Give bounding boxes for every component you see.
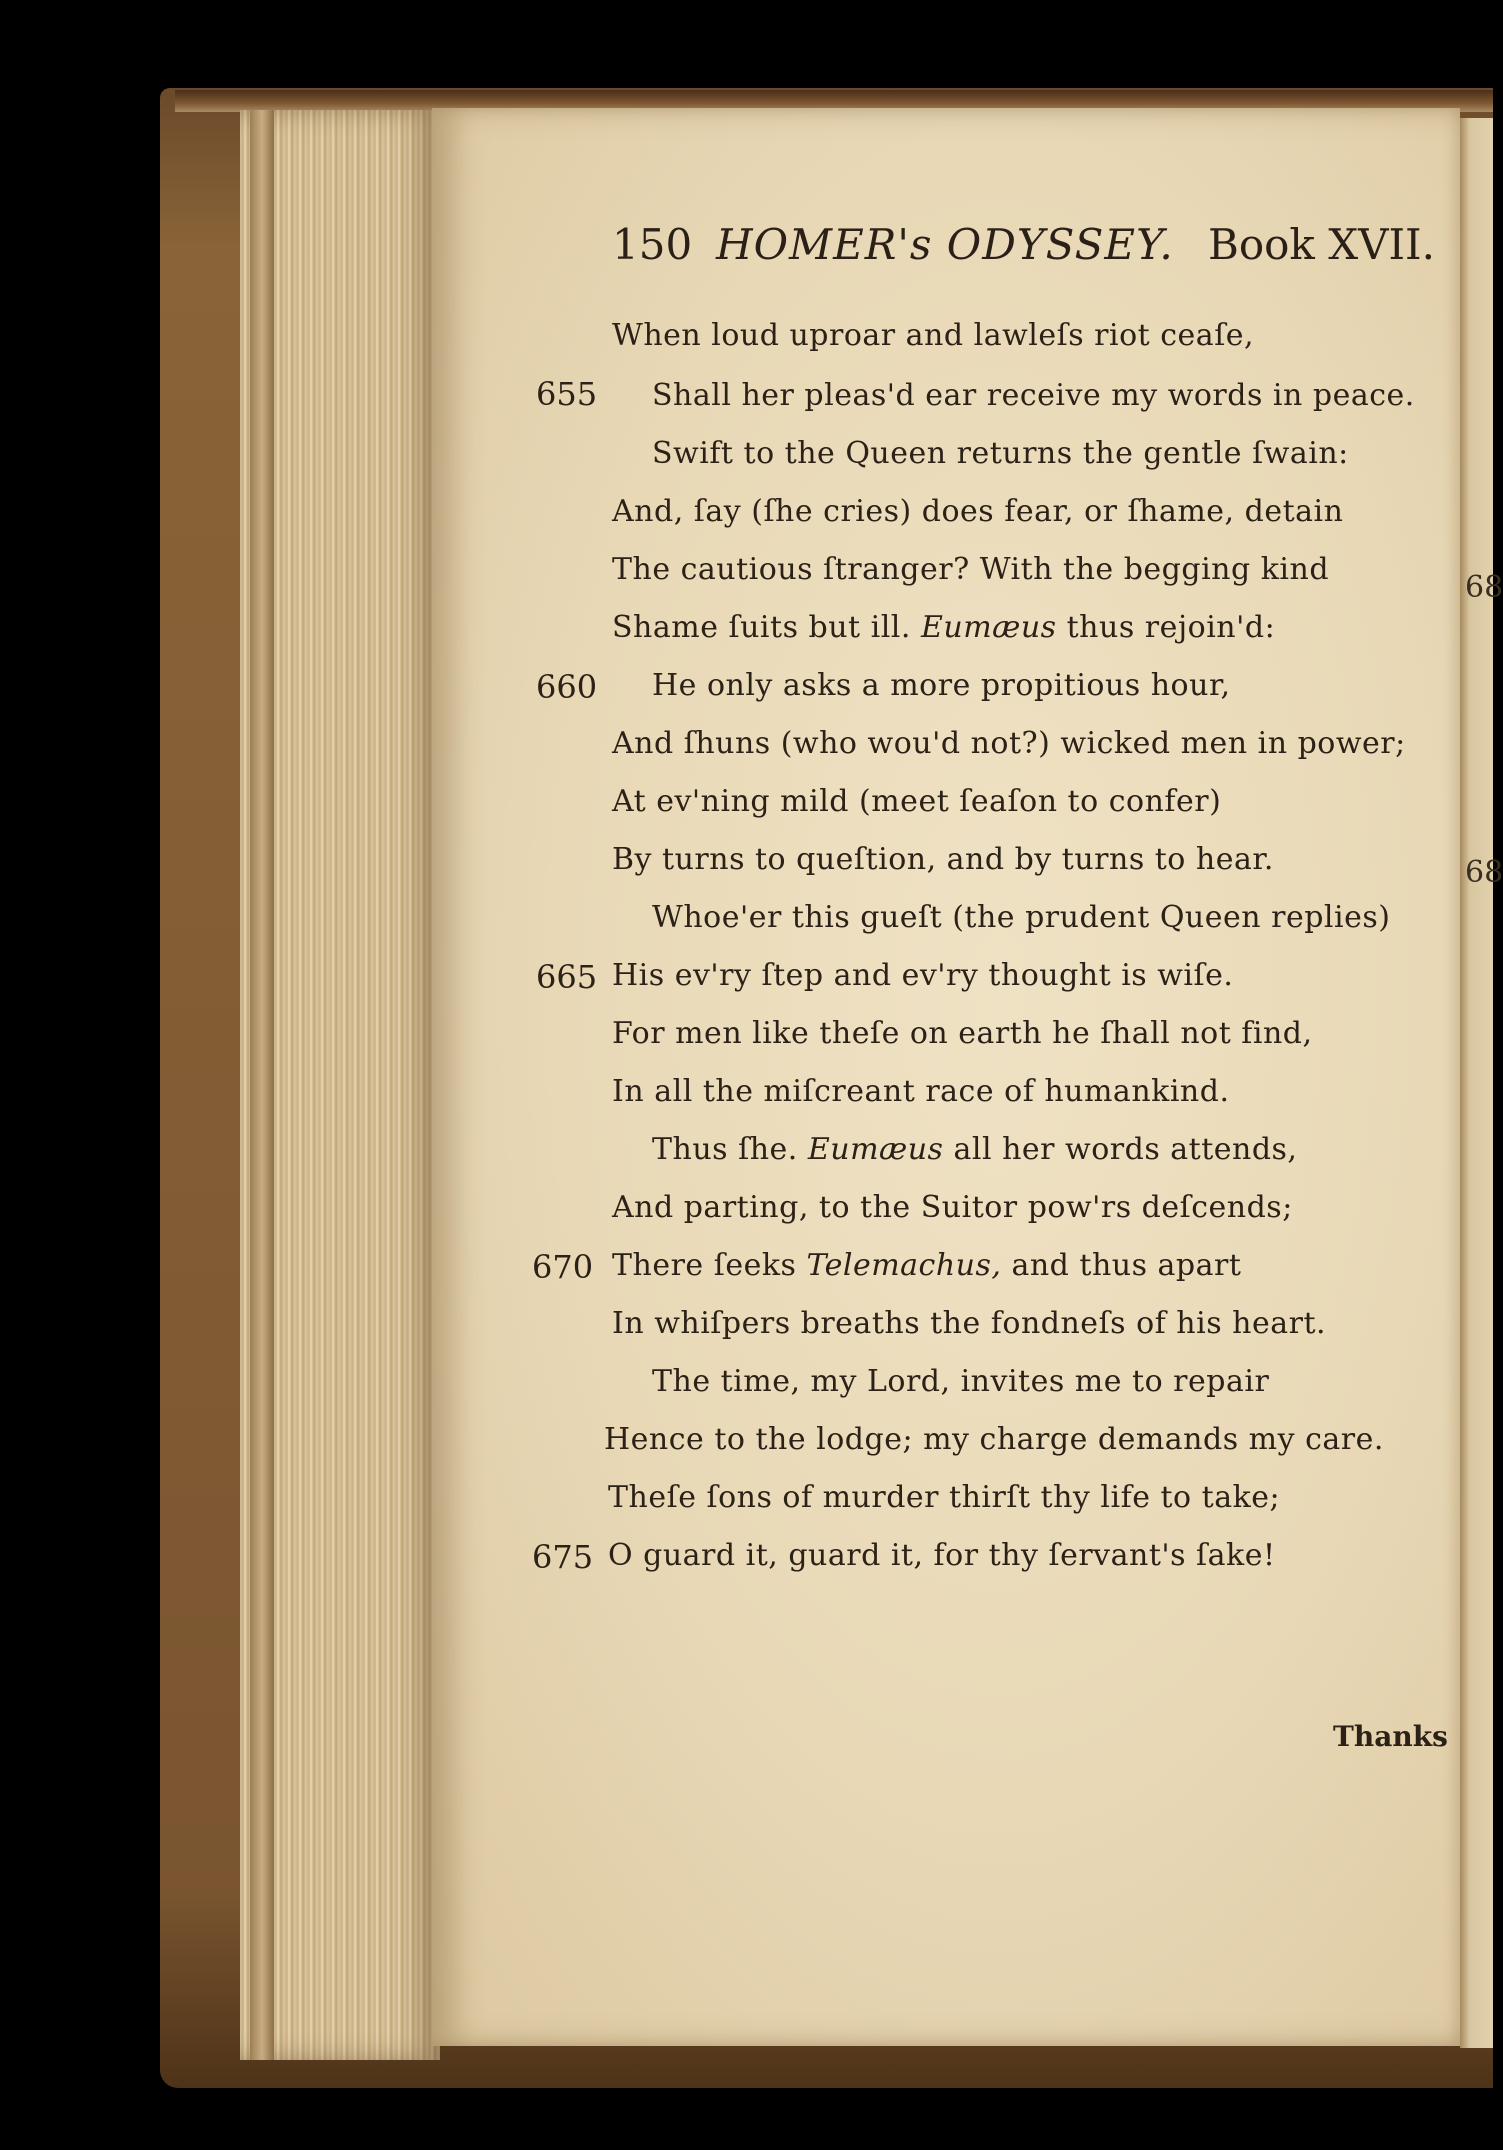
poem-line: Hence to the lodge; my charge demands my care. (604, 1422, 1384, 1457)
facing-page-line-number: 68 (1465, 570, 1503, 605)
poem-line: And, ſay (ſhe cries) does fear, or ſhame, detain (612, 494, 1344, 529)
facing-page-line-number: 68 (1465, 855, 1503, 890)
page-number: 150 (612, 220, 693, 269)
facing-page-sliver (1460, 118, 1503, 2048)
poem-line: He only asks a more propitious hour, (652, 668, 1231, 703)
page-edges-shadow (250, 110, 274, 2060)
poem-line: Theſe ſons of murder thirſt thy life to take; (608, 1480, 1281, 1515)
poem-line: When loud uproar and lawleſs riot ceaſe, (612, 318, 1255, 353)
poem-line: And parting, to the Suitor pow'rs deſcends; (612, 1190, 1293, 1225)
poem-text: thus rejoin'd: (1056, 610, 1276, 645)
poem-line (652, 1132, 1297, 1178)
poem-text: and thus apart (1001, 1248, 1242, 1283)
poem-text: Thus ſhe. (652, 1132, 808, 1167)
line-number: 675 (532, 1538, 594, 1576)
poem-line: At ev'ning mild (meet ſeaſon to confer) (612, 784, 1222, 819)
poem-line: The cautious ſtranger? With the begging kind (612, 552, 1330, 587)
line-number: 670 (532, 1248, 594, 1286)
poem-line: In whiſpers breaths the fondneſs of his heart. (612, 1306, 1327, 1341)
poem-line: And ſhuns (who wou'd not?) wicked men in power; (612, 726, 1406, 761)
catchword: Thanks (1333, 1720, 1448, 1753)
poem-line: Swift to the Queen returns the gentle ſwain: (652, 436, 1349, 471)
poem-line (612, 610, 1275, 656)
poem-line: For men like theſe on earth he ſhall not find, (612, 1016, 1313, 1051)
line-number: 665 (536, 958, 598, 996)
poem-text: all her words attends, (943, 1132, 1298, 1167)
poem-text: Shame ſuits but ill. (612, 610, 921, 645)
character-name: Telemachus, (806, 1248, 1002, 1283)
poem-line: Shall her pleas'd ear receive my words in peace. (652, 378, 1415, 413)
poem-line: The time, my Lord, invites me to repair (652, 1364, 1270, 1399)
line-number: 655 (536, 375, 598, 413)
character-name: Eumæus (920, 610, 1057, 645)
poem-line: Whoe'er this gueſt (the prudent Queen replies) (652, 900, 1391, 935)
book-label: Book XVII. (1208, 220, 1436, 269)
line-number: 660 (536, 668, 598, 706)
poem-line: His ev'ry ſtep and ev'ry thought is wiſe. (612, 958, 1234, 993)
character-name: Eumæus (807, 1132, 944, 1167)
poem-line: In all the miſcreant race of humankind. (612, 1074, 1230, 1109)
poem-line: By turns to queſtion, and by turns to hear. (612, 842, 1274, 877)
poem-line (612, 1248, 1241, 1294)
running-title: HOMER's ODYSSEY. (716, 220, 1174, 269)
poem-line: O guard it, guard it, for thy ſervant's ſake! (608, 1538, 1276, 1573)
poem-text: There ſeeks (612, 1248, 807, 1283)
